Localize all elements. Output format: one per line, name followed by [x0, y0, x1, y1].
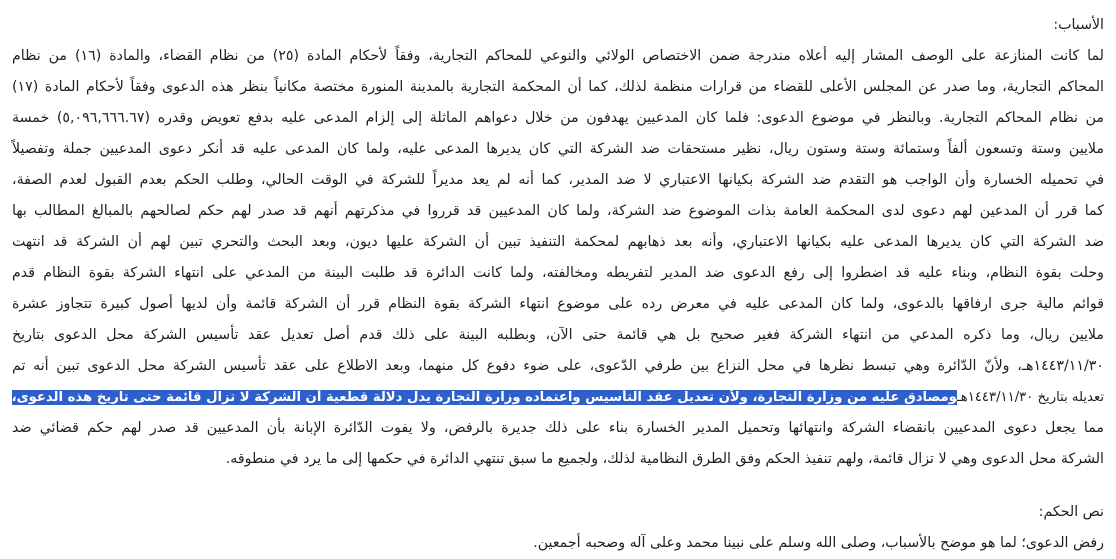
reasons-line: ملايين وستة وتسعون ألفاً وستمائة وستة وستون ريال، نظير مستحقات ضد الشركة التي كان يديرها المدعى عليه، ولما كان المدعى عليه قد أنكر دعوى المدعيين جملة وتفصيلاً [12, 141, 1104, 157]
reasons-line: ١٤٤٣/١١/٣٠هـ، ولأنّ الدّائرة وهي تبسط نظرها في محل النزاع بين طرفي الدّعوى، على ضوء دفوع كل منهما، وبعد الاطلاع على عقد تأسيس الشركة محل الدعوى تبين أنه تم [12, 358, 1104, 374]
reasons-line: في تحميله الخسارة وأن الواجب هو التقدم ضد الشركة بكيانها الاعتباري لا ضد المدير، كما أنه لم يعد مديراً للشركة في الوقت الحالي، وطلب الحكم بعدم القبول لعدم الصفة، [12, 172, 1104, 188]
reasons-heading: الأسباب: [1053, 17, 1104, 33]
reasons-line: ملايين ريال، وما ذكره المدعي من انتهاء الشركة فغير صحيح بل هي قائمة حتى الآن، وبطلبه البينة على ذلك قدم أصل تعديل عقد تأسيس الشركة محل الدعوى بتاريخ [12, 327, 1104, 343]
ruling-heading: نص الحكم: [1038, 504, 1104, 520]
reasons-line: ضد الشركة التي كان يديرها المدعى عليه بكيانها الاعتباري، وأنه بعد ذهابهم لمحكمة التنفيذ تبين أن الشركة عليها ديون، وبعد البحث والتحري تبين لهم أن الشركة قد انتهت [12, 234, 1104, 250]
reasons-line: وحلت بقوة النظام، وبناء عليه قد اضطروا إلى رفع الدعوى ضد المدير لتفريطه ومخالفته، ولما كانت الدائرة قد طلبت البينة من المدعي على انتهاء الشركة بقوة النظام قدم [12, 265, 1104, 281]
reasons-line: لما كانت المنازعة على الوصف المشار إليه أعلاه مندرجة ضمن الاختصاص الولائي والنوعي للمحاكم التجارية، وفقاً لأحكام المادة (٢٥) من نظام القضاء، والمادة (١٦) من نظام [12, 48, 1105, 64]
ruling-text: رفض الدعوى؛ لما هو موضح بالأسباب، وصلى الله وسلم على نبينا محمد وعلى آله وصحبه أجمعين. [533, 535, 1104, 551]
section-gap [12, 475, 1104, 497]
reasons-line: من نظام المحاكم التجارية. وبالنظر في موضوع الدعوى: فلما كان المدعيين يهدفون من خلال دعواهم الماثلة إلى إلزام المدعى عليه بدفع تعويض وقدره (٥,٠٩٦,٦٦٦.٦٧) خمسة [12, 110, 1105, 126]
reasons-line: قوائم مالية جرى ارفاقها بالدعوى، ولما كان المدعى عليه في معرض رده على موضوع انتهاء الشركة بقوة النظام قرر أن الشركة قائمة وأن لديها أصول كبيرة تتجاوز عشرة [12, 296, 1104, 312]
reasons-line: كما قرر أن المدعين لهم دعوى لدى المحكمة العامة بذات الموضوع ضد الشركة، ولما كان المدعيين قد قرروا في مذكرتهم أنهم قد صدر لهم حكم لصالحهم بالمبالغ المطالب بها [12, 203, 1104, 219]
reasons-line: الشركة محل الدعوى وهي لا تزال قائمة، ولهم تنفيذ الحكم وفق الطرق النظامية لذلك، ولجميع ما سبق تنتهي الدائرة في حكمها إلى ما يرد في منطوقه. [225, 451, 1104, 467]
reasons-line: المحاكم التجارية، وما صدر عن المجلس الأعلى للقضاء من قرارات منظمة لذلك، كما أن المحكمة التجارية بالمدينة المنورة مختصة مكانياً بنظر هذه الدعوى وفقاً لأحكام المادة (١٧) [12, 79, 1104, 95]
reasons-line: مما يجعل دعوى المدعيين بانقضاء الشركة وانتهائها وتحميل المدير الخسارة بناء على ذلك جديرة بالرفض، ولا يفوت الدّائرة الإبانة بأن المدعيين قد صدر لهم حكم قضائي ضد [12, 420, 1104, 436]
reasons-line-with-selection [12, 382, 1104, 413]
selected-text-highlight[interactable]: ومصادق عليه من وزارة التجارة، ولأن تعديل عقد التأسيس واعتماده وزارة التجارة يدل دلالة قطعية أن الشركة لا تزال قائمة حتى تاريخ هذه الدعوى، [11, 390, 957, 405]
reasons-line-start: تعديله بتاريخ ١٤٤٣/١١/٣٠هـ [956, 390, 1104, 405]
